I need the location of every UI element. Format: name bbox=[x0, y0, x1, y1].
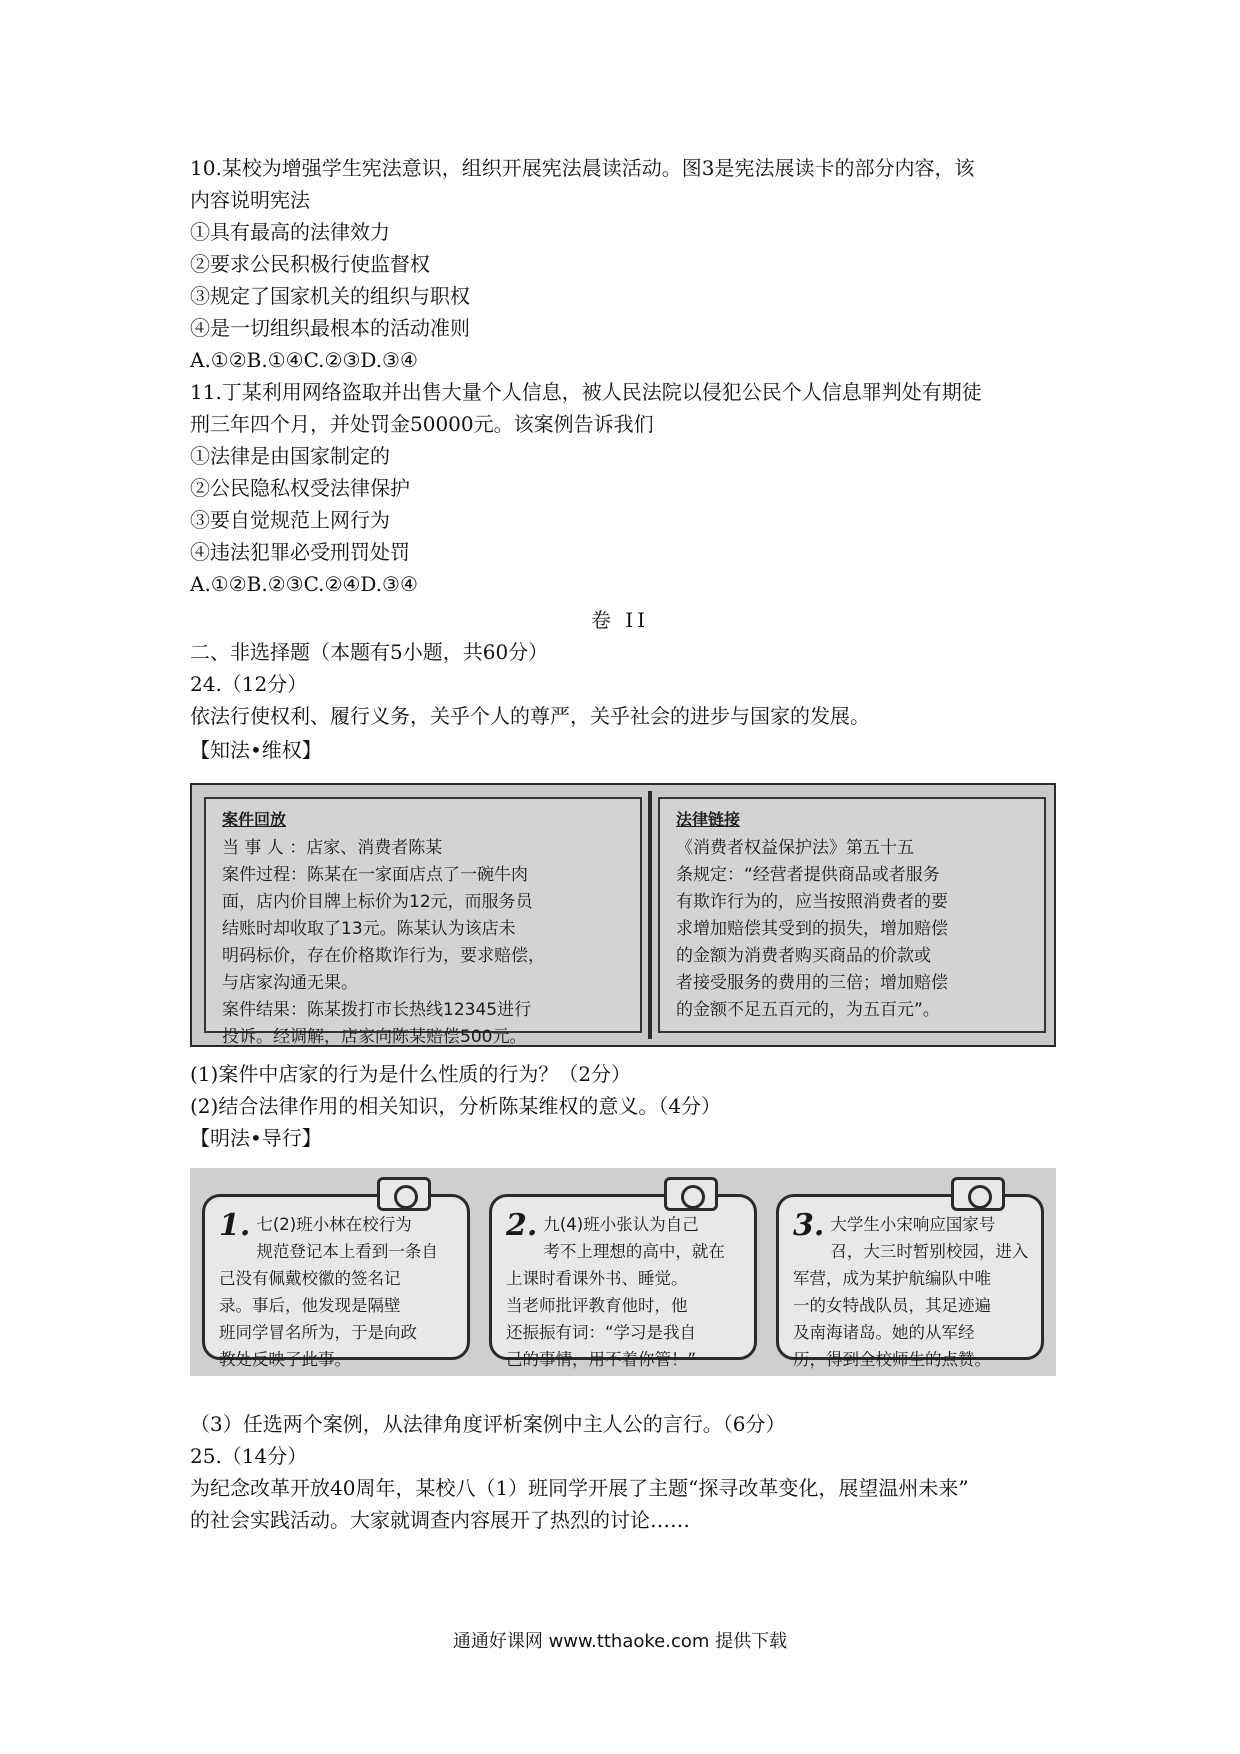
case-review-line: 当 事 人 ：店家、消费者陈某 bbox=[222, 838, 443, 858]
case-review-line: 结账时却收取了13元。陈某认为该店未 bbox=[222, 919, 516, 939]
case-card-number: 2. bbox=[506, 1208, 538, 1243]
case-box-divider bbox=[648, 791, 652, 1039]
q24-part2-title: 【明法•导行】 bbox=[190, 1126, 322, 1150]
case-review-heading: 案件回放 bbox=[222, 810, 287, 829]
case-card-line: 及南海诸岛。她的从军经 bbox=[793, 1323, 975, 1342]
q24-points: 24.（12分） bbox=[190, 672, 308, 696]
case-card-line: 班同学冒名所为，于是向政 bbox=[219, 1323, 417, 1342]
case-card-line: 军营，成为某护航编队中唯 bbox=[793, 1269, 991, 1288]
law-link-heading: 法律链接 bbox=[676, 810, 741, 829]
case-card-line: 召，大三时暂别校园，进入 bbox=[830, 1242, 1029, 1261]
page-footer: 通通好课网 www.tthaoke.com 提供下载 bbox=[452, 1631, 788, 1652]
case-card-line: 七(2)班小林在校行为 bbox=[256, 1215, 412, 1234]
case-cards-strip bbox=[190, 1168, 1056, 1376]
q25-points: 25.（14分） bbox=[190, 1444, 308, 1468]
q10-option-3: ③规定了国家机关的组织与职权 bbox=[190, 284, 470, 308]
case-card-number: 3. bbox=[793, 1208, 825, 1243]
case-review-line: 案件结果：陈某拨打市长热线12345进行 bbox=[222, 1000, 532, 1020]
q24-sub1: (1)案件中店家的行为是什么性质的行为？（2分） bbox=[190, 1062, 632, 1086]
q11-option-3: ③要自觉规范上网行为 bbox=[190, 508, 390, 532]
q24-part1-title: 【知法•维权】 bbox=[190, 738, 322, 762]
case-card-line: 一的女特战队员，其足迹遍 bbox=[793, 1296, 991, 1315]
case-card-line: 考不上理想的高中，就在 bbox=[543, 1242, 725, 1261]
q24-sub2: (2)结合法律作用的相关知识，分析陈某维权的意义。（4分） bbox=[190, 1094, 722, 1118]
q11-option-1: ①法律是由国家制定的 bbox=[190, 444, 390, 468]
q10-option-2: ②要求公民积极行使监督权 bbox=[190, 252, 430, 276]
q25-line1: 为纪念改革开放40周年，某校八（1）班同学开展了主题“探寻改革变化，展望温州未来” bbox=[190, 1476, 969, 1500]
law-link-line: 者接受服务的费用的三倍；增加赔偿 bbox=[676, 973, 948, 993]
law-link-line: 《消费者权益保护法》第五十五 bbox=[676, 838, 914, 858]
case-card-3 bbox=[776, 1194, 1044, 1369]
case-card-line: 大学生小宋响应国家号 bbox=[830, 1215, 996, 1234]
q10-stem-line1: 10.某校为增强学生宪法意识，组织开展宪法晨读活动。图3是宪法展读卡的部分内容，该 bbox=[190, 156, 975, 180]
case-review-line: 面，店内价目牌上标价为12元，而服务员 bbox=[222, 892, 533, 912]
case-review-panel bbox=[204, 797, 642, 1047]
q24-sub3: （3）任选两个案例，从法律角度评析案例中主人公的言行。（6分） bbox=[190, 1412, 786, 1436]
camera-icon bbox=[377, 1177, 431, 1211]
law-link-panel bbox=[658, 797, 1046, 1033]
law-link-line: 条规定：“经营者提供商品或者服务 bbox=[676, 865, 940, 885]
case-review-line: 明码标价，存在价格欺诈行为，要求赔偿， bbox=[222, 946, 545, 966]
q10-option-4: ④是一切组织最根本的活动准则 bbox=[190, 316, 470, 340]
case-card-line: 录。事后，他发现是隔壁 bbox=[219, 1296, 401, 1315]
law-link-line: 的金额不足五百元的，为五百元”。 bbox=[676, 1000, 940, 1020]
q11-option-4: ④违法犯罪必受刑罚处罚 bbox=[190, 540, 410, 564]
law-link-line: 的金额为消费者购买商品的价款或 bbox=[676, 946, 931, 966]
q10-stem-line2: 内容说明宪法 bbox=[190, 188, 310, 212]
section-heading: 二、非选择题（本题有5小题，共60分） bbox=[190, 640, 549, 664]
case-card-line: 九(4)班小张认为自己 bbox=[543, 1215, 699, 1234]
law-link-line: 求增加赔偿其受到的损失，增加赔偿 bbox=[676, 919, 948, 939]
case-card-line: 上课时看课外书、睡觉。 bbox=[506, 1269, 688, 1288]
case-card-line: 教处反映了此事。 bbox=[219, 1350, 351, 1369]
case-card-line: 己的事情，用不着你管！” bbox=[506, 1350, 697, 1369]
case-review-line: 案件过程：陈某在一家面店点了一碗牛肉 bbox=[222, 865, 528, 885]
camera-icon bbox=[664, 1177, 718, 1211]
law-link-line: 有欺诈行为的，应当按照消费者的要 bbox=[676, 892, 948, 912]
case-card-1 bbox=[202, 1194, 470, 1369]
q11-option-2: ②公民隐私权受法律保护 bbox=[190, 476, 410, 500]
q11-stem-line2: 刑三年四个月，并处罚金50000元。该案例告诉我们 bbox=[190, 412, 654, 436]
case-card-line: 历，得到全校师生的点赞。 bbox=[793, 1350, 991, 1369]
case-card-line: 己没有佩戴校徽的签名记 bbox=[219, 1269, 401, 1288]
camera-icon bbox=[951, 1177, 1005, 1211]
case-review-line: 投诉。经调解，店家向陈某赔偿500元。 bbox=[222, 1027, 527, 1047]
case-card-line: 当老师批评教育他时，他 bbox=[506, 1296, 688, 1315]
case-card-number: 1. bbox=[219, 1208, 251, 1243]
case-review-line: 与店家沟通无果。 bbox=[222, 973, 358, 993]
section-title: 卷 II bbox=[590, 608, 650, 632]
case-card-line: 规范登记本上看到一条自 bbox=[256, 1242, 438, 1261]
q24-intro: 依法行使权利、履行义务，关乎个人的尊严，关乎社会的进步与国家的发展。 bbox=[190, 704, 870, 728]
q10-choices: A.①②B.①④C.②③D.③④ bbox=[190, 348, 418, 372]
q25-line2: 的社会实践活动。大家就调查内容展开了热烈的讨论…… bbox=[190, 1508, 690, 1532]
q11-choices: A.①②B.②③C.②④D.③④ bbox=[190, 572, 418, 596]
q11-stem-line1: 11.丁某利用网络盗取并出售大量个人信息，被人民法院以侵犯公民个人信息罪判处有期徒 bbox=[190, 380, 982, 404]
q10-option-1: ①具有最高的法律效力 bbox=[190, 220, 390, 244]
case-card-2 bbox=[489, 1194, 757, 1369]
case-card-line: 还振振有词：“学习是我自 bbox=[506, 1323, 697, 1342]
case-review-box bbox=[190, 783, 1056, 1047]
